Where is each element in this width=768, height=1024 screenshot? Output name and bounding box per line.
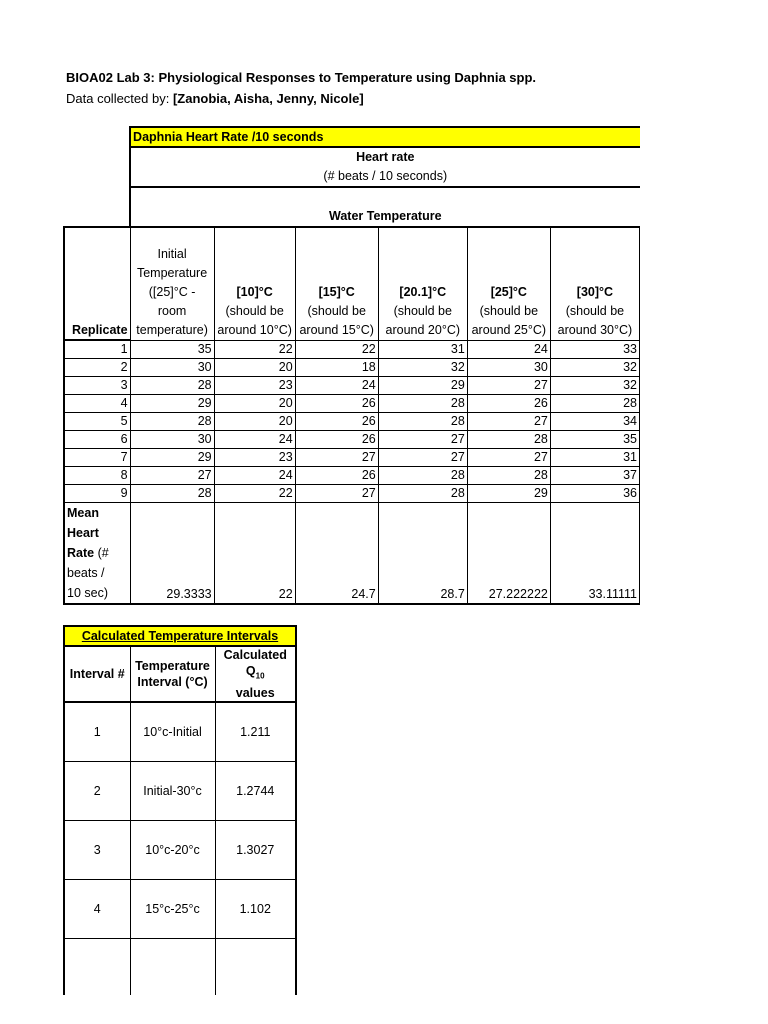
heart-rate-cell: 29: [130, 395, 214, 413]
temperature-interval: 10°c-Initial: [130, 702, 215, 762]
header-line: values: [235, 685, 275, 700]
column-header: [130, 227, 214, 340]
mean-value: 28.7: [378, 503, 467, 605]
column-header-line: temperature): [136, 322, 208, 337]
heart-rate-cell: 20: [214, 395, 295, 413]
q10-value: 1.3027: [215, 820, 296, 879]
heart-rate-cell: 29: [130, 449, 214, 467]
mean-value: 33.11111: [550, 503, 639, 605]
mean-label-line: [67, 543, 130, 563]
column-header: [550, 227, 639, 340]
heart-rate-cell: 28: [378, 467, 467, 485]
temperature-interval: Initial-30°c: [130, 761, 215, 820]
column-header: [214, 227, 295, 340]
interval-row: [64, 938, 296, 995]
column-header-line: (should be: [307, 303, 366, 318]
column-header-line: [25]°C: [490, 284, 527, 299]
mean-label-line: 10 sec): [67, 586, 108, 600]
heart-rate-cell: 30: [130, 359, 214, 377]
replicate-number: 4: [64, 395, 130, 413]
intervals-body: [64, 702, 296, 995]
table-row: [64, 431, 640, 449]
replicate-number: 3: [64, 377, 130, 395]
heart-rate-cell: 33: [550, 340, 639, 359]
column-header: [378, 227, 467, 340]
q10-value: 1.211: [215, 702, 296, 762]
temperature-interval: [130, 938, 215, 995]
heart-rate-cell: 31: [550, 449, 639, 467]
heart-rate-cell: 22: [295, 340, 378, 359]
replicate-header: Replicate: [64, 227, 130, 340]
heart-rate-cell: 22: [214, 485, 295, 503]
heart-rate-cell: 20: [214, 413, 295, 431]
mean-heart-rate-label: [64, 503, 130, 605]
heart-rate-cell: 23: [214, 377, 295, 395]
interval-row: [64, 702, 296, 762]
collected-by-label: Data collected by:: [66, 91, 173, 106]
mean-label-line: beats /: [67, 566, 105, 580]
interval-number: 4: [64, 879, 130, 938]
heart-rate-cell: 28: [550, 395, 639, 413]
replicate-number: 6: [64, 431, 130, 449]
header-line: Temperature: [135, 658, 210, 673]
column-header: [467, 227, 550, 340]
heart-rate-cell: 36: [550, 485, 639, 503]
q10-value: 1.102: [215, 879, 296, 938]
heart-rate-cell: 20: [214, 359, 295, 377]
heart-rate-cell: 28: [467, 467, 550, 485]
interval-number-header: Interval #: [64, 646, 130, 702]
column-header-line: around 20°C): [385, 322, 461, 337]
heart-rate-cell: 27: [467, 377, 550, 395]
heart-rate-cell: 26: [295, 431, 378, 449]
table-row: [64, 395, 640, 413]
heart-rate-cell: 27: [378, 449, 467, 467]
heart-rate-cell: 28: [378, 413, 467, 431]
heart-rate-cell: 29: [467, 485, 550, 503]
replicate-number: 8: [64, 467, 130, 485]
heart-rate-cell: 27: [378, 431, 467, 449]
heart-rate-cell: 29: [378, 377, 467, 395]
column-header-line: Initial: [157, 246, 187, 261]
heart-rate-cell: 27: [295, 485, 378, 503]
q10-value: 1.2744: [215, 761, 296, 820]
heart-rate-cell: 32: [378, 359, 467, 377]
collector-names: [Zanobia, Aisha, Jenny, Nicole]: [172, 91, 364, 106]
document-title: BIOA02 Lab 3: Physiological Responses to Temperature using Daphnia spp.: [66, 70, 537, 85]
replicate-number: 1: [64, 340, 130, 359]
q10-header: [215, 646, 296, 702]
heart-table-banner: Daphnia Heart Rate /10 seconds: [130, 127, 639, 147]
interval-row: [64, 820, 296, 879]
heart-rate-cell: 35: [130, 340, 214, 359]
mean-row: [64, 503, 640, 605]
mean-value: 24.7: [295, 503, 378, 605]
mean-label-rate: Rate: [67, 546, 95, 560]
heart-rate-cell: 22: [214, 340, 295, 359]
column-header-line: [20.1]°C: [399, 284, 447, 299]
header-line: [216, 647, 296, 685]
replicate-number: 2: [64, 359, 130, 377]
column-header-line: (should be: [479, 303, 539, 318]
heart-rate-cell: 27: [467, 449, 550, 467]
table-row: [64, 485, 640, 503]
heart-rate-cell: 26: [295, 395, 378, 413]
heart-rate-subtitle: (# beats / 10 seconds): [323, 169, 448, 183]
replicate-number: 5: [64, 413, 130, 431]
mean-label-line: Heart: [67, 526, 99, 540]
column-header-line: room: [157, 303, 187, 318]
heart-rate-cell: 23: [214, 449, 295, 467]
heart-rate-cell: 30: [467, 359, 550, 377]
heart-rate-cell: 24: [214, 467, 295, 485]
table-row: [64, 413, 640, 431]
interval-number: [64, 938, 130, 995]
mean-label-hash: (#: [94, 546, 109, 560]
q10-subscript: 10: [255, 671, 265, 681]
heart-rate-cell: 27: [130, 467, 214, 485]
heart-rate-cell: 27: [467, 413, 550, 431]
table-row: [64, 377, 640, 395]
intervals-banner: Calculated Temperature Intervals: [64, 626, 296, 646]
heart-rate-cell: 34: [550, 413, 639, 431]
mean-value: 29.3333: [130, 503, 214, 605]
interval-number: 3: [64, 820, 130, 879]
column-header-line: [10]°C: [236, 284, 273, 299]
heart-rate-cell: 28: [130, 485, 214, 503]
heart-rate-cell: 30: [130, 431, 214, 449]
heart-rate-title: Heart rate: [356, 150, 415, 164]
heart-rate-cell: 32: [550, 359, 639, 377]
mean-value: 27.222222: [467, 503, 550, 605]
heart-rate-cell: 26: [295, 413, 378, 431]
column-header-line: [30]°C: [576, 284, 614, 299]
header-line: Interval (°C): [137, 674, 208, 689]
column-header-line: Temperature: [136, 265, 208, 280]
interval-number: 2: [64, 761, 130, 820]
heart-rate-cell: 26: [467, 395, 550, 413]
heart-rate-cell: 24: [214, 431, 295, 449]
column-header-line: [15]°C: [318, 284, 355, 299]
temperature-intervals-table: [63, 625, 297, 995]
column-header-line: (should be: [393, 303, 452, 318]
heart-rate-cell: 24: [295, 377, 378, 395]
heart-rate-cell: 35: [550, 431, 639, 449]
heart-rate-header: [130, 147, 639, 187]
temperature-interval: 10°c-20°c: [130, 820, 215, 879]
heart-table-body: [64, 340, 640, 503]
heart-rate-cell: 31: [378, 340, 467, 359]
mean-label-line: Mean: [67, 506, 99, 520]
heart-rate-cell: 28: [467, 431, 550, 449]
heart-rate-cell: 28: [130, 413, 214, 431]
heart-rate-cell: 28: [130, 377, 214, 395]
replicate-number: 7: [64, 449, 130, 467]
table-row: [64, 340, 640, 359]
table-row: [64, 449, 640, 467]
table-row: [64, 359, 640, 377]
temperature-interval: 15°c-25°c: [130, 879, 215, 938]
heart-rate-cell: 28: [378, 485, 467, 503]
column-header: [295, 227, 378, 340]
interval-number: 1: [64, 702, 130, 762]
q10-value: [215, 938, 296, 995]
column-header-line: around 30°C): [557, 322, 633, 337]
mean-value: 22: [214, 503, 295, 605]
column-header-line: around 15°C): [299, 322, 374, 337]
heart-rate-cell: 32: [550, 377, 639, 395]
heart-rate-cell: 37: [550, 467, 639, 485]
heart-rate-cell: 18: [295, 359, 378, 377]
column-header-line: around 25°C): [471, 322, 547, 337]
heart-rate-cell: 27: [295, 449, 378, 467]
column-header-line: (should be: [225, 303, 284, 318]
column-header-line: around 10°C): [217, 322, 292, 337]
heart-rate-cell: 26: [295, 467, 378, 485]
replicate-number: 9: [64, 485, 130, 503]
q10-header-text: Calculated Q: [223, 648, 287, 678]
column-header-line: ([25]°C -: [148, 284, 196, 299]
heart-rate-table: [63, 126, 640, 605]
table-row: [64, 467, 640, 485]
heart-rate-cell: 28: [378, 395, 467, 413]
heart-rate-cell: 24: [467, 340, 550, 359]
temperature-interval-header: [130, 646, 215, 702]
column-header-line: (should be: [565, 303, 625, 318]
interval-row: [64, 761, 296, 820]
interval-row: [64, 879, 296, 938]
water-temperature-title: Water Temperature: [130, 187, 639, 227]
collected-by: [66, 91, 364, 106]
